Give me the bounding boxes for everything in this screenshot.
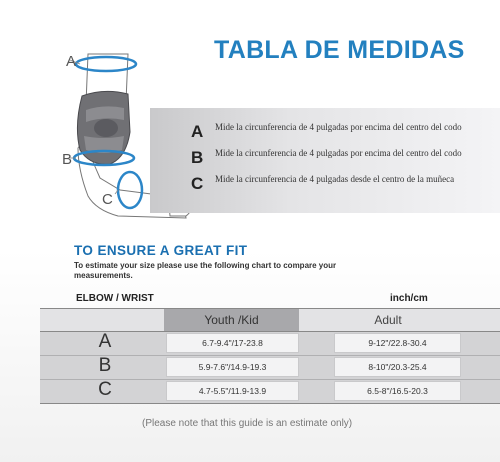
table-divider	[40, 403, 500, 404]
disclaimer-note: (Please note that this guide is an estimate only)	[142, 418, 353, 429]
row-label: B	[98, 355, 112, 376]
row-label: A	[98, 331, 112, 352]
youth-cell: 6.7-9.4"/17-23.8	[166, 333, 299, 353]
measurement-letter: C	[191, 174, 204, 193]
marker-a: A	[66, 53, 77, 70]
adult-cell: 8-10"/20.3-25.4	[334, 357, 461, 377]
youth-cell: 5.9-7.6"/14.9-19.3	[166, 357, 299, 377]
fit-title: TO ENSURE A GREAT FIT	[74, 243, 248, 258]
adult-cell: 9-12"/22.8-30.4	[334, 333, 461, 353]
row-label: C	[98, 379, 112, 400]
measurement-letter: B	[191, 148, 204, 167]
measurement-row-c	[191, 173, 491, 199]
measurement-list	[191, 121, 491, 199]
fit-subtitle: To estimate your size please use the following chart to compare your measurements.	[74, 261, 337, 280]
youth-cell: 4.7-5.5"/11.9-13.9	[166, 381, 299, 401]
table-left-header: ELBOW / WRIST	[76, 293, 154, 304]
page-title: TABLA DE MEDIDAS	[214, 36, 465, 64]
measurement-text: Mide la circunferencia de 4 pulgadas por encima del centro del codo	[215, 148, 462, 158]
measurement-text: Mide la circunferencia de 4 pulgadas por encima del centro del codo	[215, 122, 462, 132]
adult-cell: 6.5-8"/16.5-20.3	[334, 381, 461, 401]
marker-b: B	[62, 151, 73, 168]
column-adult: Adult	[374, 313, 402, 327]
measurement-letter: A	[191, 122, 204, 141]
measurement-row-b	[191, 147, 491, 173]
table-unit-header: inch/cm	[390, 293, 428, 304]
column-youth: Youth /Kid	[164, 309, 299, 331]
measurement-row-a	[191, 121, 491, 147]
marker-c: C	[102, 191, 113, 208]
measurement-text: Mide la circunferencia de 4 pulgadas desde el centro de la muñeca	[215, 174, 455, 184]
